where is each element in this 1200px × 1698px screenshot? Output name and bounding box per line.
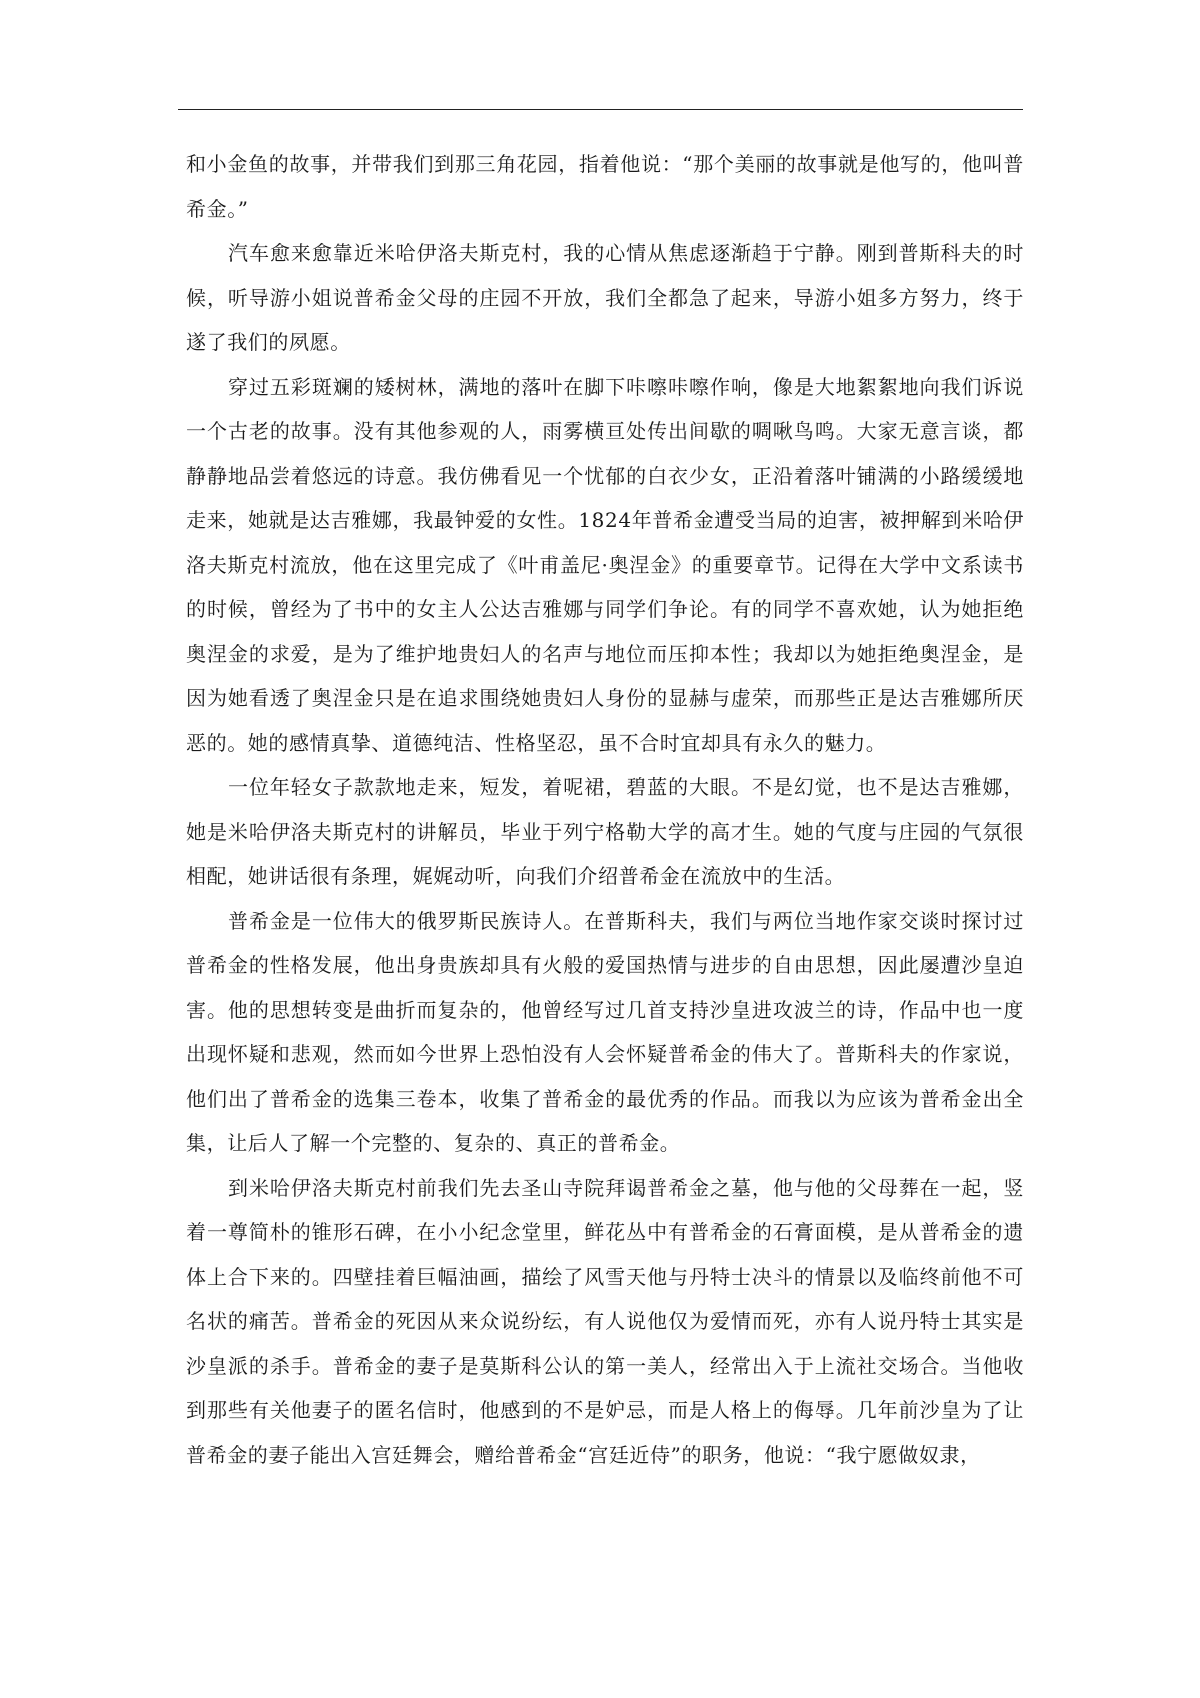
paragraph: 一位年轻女子款款地走来，短发，着呢裙，碧蓝的大眼。不是幻觉，也不是达吉雅娜，她是米哈伊洛夫斯克村的讲解员，毕业于列宁格勒大学的高才生。她的气度与庄园的气氛很相配，她讲话很有条理，娓娓动听，向我们介绍普希金在流放中的生活。 [186,775,1024,888]
document-body [186,142,1024,1477]
paragraph: 穿过五彩斑斓的矮树林，满地的落叶在脚下咔嚓咔嚓作响，像是大地絮絮地向我们诉说一个古老的故事。没有其他参观的人，雨雾横亘处传出间歇的啁啾鸟鸣。大家无意言谈，都静静地品尝着悠远的诗意。我仿佛看见一个忧郁的白衣少女，正沿着落叶铺满的小路缓缓地走来，她就是达吉雅娜，我最钟爱的女性。1824年普希金遭受当局的迫害，被押解到米哈伊洛夫斯克村流放，他在这里完成了《叶甫盖尼·奥涅金》的重要章节。记得在大学中文系读书的时候，曾经为了书中的女主人公达吉雅娜与同学们争论。有的同学不喜欢她，认为她拒绝奥涅金的求爱，是为了维护地贵妇人的名声与地位而压抑本性；我却以为她拒绝奥涅金，是因为她看透了奥涅金只是在追求围绕她贵妇人身份的显赫与虚荣，而那些正是达吉雅娜所厌恶的。她的感情真挚、道德纯洁、性格坚忍，虽不合时宜却具有永久的魅力。 [186,374,1024,755]
header-rule [178,109,1023,110]
paragraph: 汽车愈来愈靠近米哈伊洛夫斯克村，我的心情从焦虑逐渐趋于宁静。刚到普斯科夫的时候，听导游小姐说普希金父母的庄园不开放，我们全都急了起来，导游小姐多方努力，终于遂了我们的夙愿。 [186,241,1024,354]
paragraph: 到米哈伊洛夫斯克村前我们先去圣山寺院拜谒普希金之墓，他与他的父母葬在一起，竖着一尊简朴的锥形石碑，在小小纪念堂里，鲜花丛中有普希金的石膏面模，是从普希金的遗体上合下来的。四壁挂着巨幅油画，描绘了风雪天他与丹特士决斗的情景以及临终前他不可名状的痛苦。普希金的死因从来众说纷纭，有人说他仅为爱情而死，亦有人说丹特士其实是沙皇派的杀手。普希金的妻子是莫斯科公认的第一美人，经常出入于上流社交场合。当他收到那些有关他妻子的匿名信时，他感到的不是妒忌，而是人格上的侮辱。几年前沙皇为了让普希金的妻子能出入宫廷舞会，赠给普希金“宫廷近侍”的职务，他说：“我宁愿做奴隶， [186,1175,1024,1467]
paragraph: 普希金是一位伟大的俄罗斯民族诗人。在普斯科夫，我们与两位当地作家交谈时探讨过普希金的性格发展，他出身贵族却具有火般的爱国热情与进步的自由思想，因此屡遭沙皇迫害。他的思想转变是曲折而复杂的，他曾经写过几首支持沙皇进攻波兰的诗，作品中也一度出现怀疑和悲观，然而如今世界上恐怕没有人会怀疑普希金的伟大了。普斯科夫的作家说，他们出了普希金的选集三卷本，收集了普希金的最优秀的作品。而我以为应该为普希金出全集，让后人了解一个完整的、复杂的、真正的普希金。 [186,908,1024,1155]
paragraph: 和小金鱼的故事，并带我们到那三角花园，指着他说：“那个美丽的故事就是他写的，他叫普希金。” [186,152,1024,221]
